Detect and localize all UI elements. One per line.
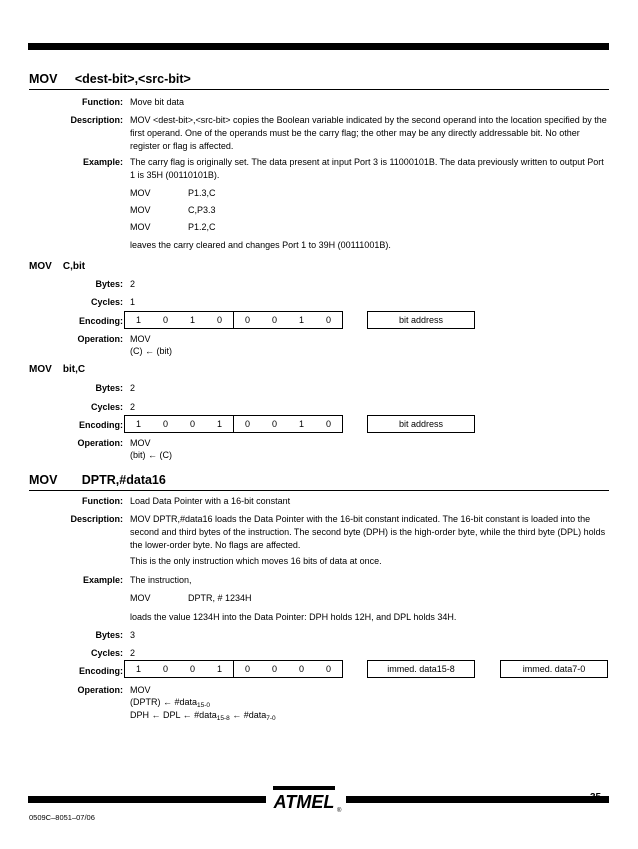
section-title-mov-dptr: MOV DPTR,#data16 <box>29 473 166 487</box>
operation-line: MOV <box>130 685 151 695</box>
description-label: Description: <box>70 115 123 125</box>
footer-bar-left <box>28 796 266 803</box>
atmel-logo <box>271 783 340 813</box>
encoding-label: Encoding: <box>79 316 123 326</box>
description-text-2: This is the only instruction which moves 16 bits of data at once. <box>130 556 382 566</box>
code-op: MOV <box>130 593 151 603</box>
encoding-label: Encoding: <box>79 666 123 676</box>
example-text: The instruction, <box>130 575 192 585</box>
function-label: Function: <box>82 496 123 506</box>
encoding-immed-data-low: immed. data7-0 <box>500 660 608 678</box>
operation-label: Operation: <box>77 438 123 448</box>
example-code <box>130 184 216 235</box>
code-line: MOV P1.2,C <box>130 221 216 232</box>
description-text: MOV <dest-bit>,<src-bit> copies the Boolean variable indicated by the second operand into the location specified by the first operand. One of the operands must be the carry flag; the other may be any directly addressable bit. No other register or flag is affected. <box>130 115 607 151</box>
section-rule <box>29 490 609 491</box>
code-line: MOV P1.3,C <box>130 187 216 198</box>
header-bar <box>28 43 609 50</box>
bytes-value: 2 <box>130 279 136 289</box>
cycles-label: Cycles: <box>90 648 123 658</box>
section-title-mov-bit: MOV <dest-bit>,<src-bit> <box>29 72 191 86</box>
cycles-label: Cycles: <box>90 297 123 307</box>
operation-label: Operation: <box>77 334 123 344</box>
page-number: 35 <box>590 792 602 803</box>
encoding-bits: 1 0 1 0 0 0 1 0 <box>124 311 343 329</box>
example-result: loads the value 1234H into the Data Pointer: DPH holds 12H, and DPL holds 34H. <box>130 612 457 622</box>
bytes-value: 3 <box>130 630 136 640</box>
example-result: leaves the carry cleared and changes Port 1 to 39H (00111001B). <box>130 240 391 250</box>
function-text: Load Data Pointer with a 16-bit constant <box>130 496 291 506</box>
svg-text:ATMEL: ATMEL <box>273 792 335 812</box>
section-rule <box>29 89 609 90</box>
operation-label: Operation: <box>77 685 123 695</box>
encoding-label: Encoding: <box>79 420 123 430</box>
subsection-title-mov-c-bit: MOV C,bit <box>29 261 86 272</box>
operation-line: (C) ← (bit) <box>130 346 172 356</box>
cycles-label: Cycles: <box>90 402 123 412</box>
encoding-bits: 1 0 0 1 0 0 0 0 <box>124 660 343 678</box>
function-text: Move bit data <box>130 97 185 107</box>
code-line: MOV C,P3.3 <box>130 204 216 215</box>
cycles-value: 1 <box>130 297 136 307</box>
description-label: Description: <box>70 514 123 524</box>
operation-line: (bit) ← (C) <box>130 450 172 460</box>
bytes-label: Bytes: <box>95 279 123 289</box>
document-number: 0509C–8051–07/06 <box>29 813 95 822</box>
encoding-immed-data-high: immed. data15-8 <box>367 660 475 678</box>
encoding-bit-address: bit address <box>367 311 475 329</box>
encoding-bit-address: bit address <box>367 415 475 433</box>
cycles-value: 2 <box>130 402 136 412</box>
description-text: MOV DPTR,#data16 loads the Data Pointer with the 16-bit constant indicated. The 16-bit constant is loaded into the second and third bytes of the instruction. The second byte (DPH) is the high-order byte, while the third byte (DPL) holds the lower-order byte. No flags are affected. <box>130 514 606 550</box>
svg-text:®: ® <box>337 808 342 814</box>
code-arg: DPTR, # 1234H <box>188 593 252 603</box>
bytes-label: Bytes: <box>95 383 123 393</box>
encoding-bits: 1 0 0 1 0 0 1 0 <box>124 415 343 433</box>
example-text: The carry flag is originally set. The data present at input Port 3 is 11000101B. The data previously written to output Port 1 is 35H (00110101B). <box>130 157 604 180</box>
example-label: Example: <box>82 157 123 167</box>
bytes-value: 2 <box>130 383 136 393</box>
operation-line: (DPTR) ← #data$_{15-0}$ <box>130 697 211 709</box>
function-label: Function: <box>82 97 123 107</box>
footer-bar-right <box>346 796 609 803</box>
operation-line: DPH ← DPL ← #data$_{15-8}$ ← #data$_{7-0}$ <box>130 710 276 722</box>
subsection-title-mov-bit-c: MOV bit,C <box>29 364 86 375</box>
operation-line: MOV <box>130 334 151 344</box>
cycles-value: 2 <box>130 648 136 658</box>
operation-line: MOV <box>130 438 151 448</box>
bytes-label: Bytes: <box>95 630 123 640</box>
example-label: Example: <box>82 575 123 585</box>
